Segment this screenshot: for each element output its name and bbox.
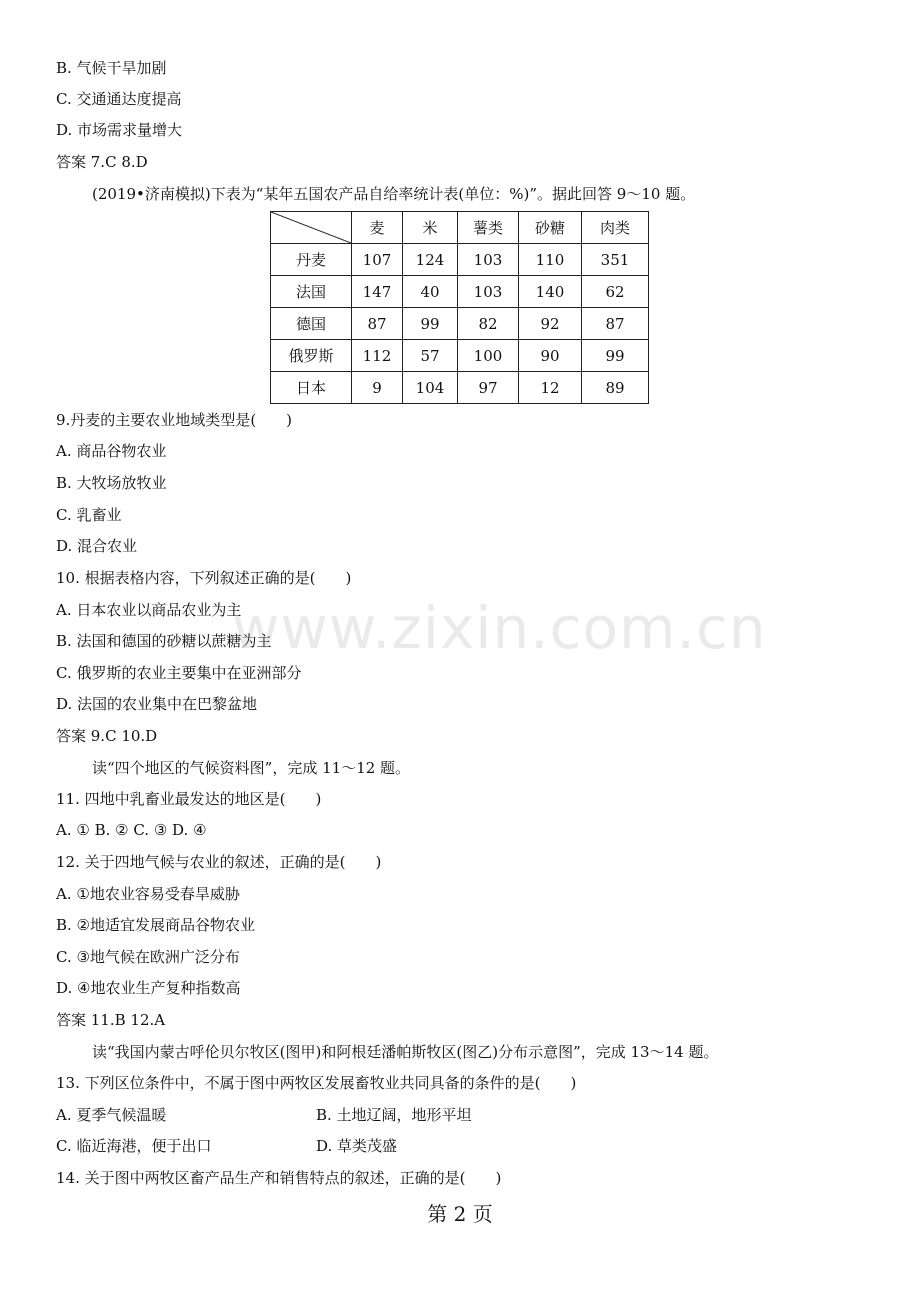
watermark: www.zixin.com.cn — [232, 594, 767, 662]
table-cell: 110 — [519, 244, 582, 276]
q10-option-b: B. 法国和德国的砂糖以蔗糖为主 — [56, 632, 272, 650]
country-cell: 丹麦 — [271, 244, 352, 276]
q12-option-d: D. ④地农业生产复种指数高 — [56, 979, 241, 997]
table-row — [271, 244, 649, 276]
q9-option-d: D. 混合农业 — [56, 537, 138, 555]
q13-option-b: B. 土地辽阔，地形平坦 — [316, 1106, 472, 1124]
table-cell: 99 — [582, 340, 649, 372]
table-header-cell: 肉类 — [582, 212, 649, 244]
table-intro: (2019•济南模拟)下表为“某年五国农产品自给率统计表(单位：%)”。据此回答 9～10 题。 — [92, 185, 696, 203]
country-cell: 法国 — [271, 276, 352, 308]
table-cell: 57 — [403, 340, 458, 372]
table-header-cell: 麦 — [352, 212, 403, 244]
country-cell: 日本 — [271, 372, 352, 404]
answer-7-8: 答案 7.C 8.D — [56, 153, 148, 171]
table-corner-cell — [271, 212, 352, 244]
q9-option-a: A. 商品谷物农业 — [56, 442, 167, 460]
q13-option-d: D. 草类茂盛 — [316, 1137, 398, 1155]
table-cell: 124 — [403, 244, 458, 276]
table-header-row — [271, 212, 649, 244]
q13-option-c: C. 临近海港，便于出口 — [56, 1137, 212, 1155]
table-row — [271, 276, 649, 308]
table-cell: 89 — [582, 372, 649, 404]
table-cell: 103 — [458, 276, 519, 308]
answer-11-12: 答案 11.B 12.A — [56, 1011, 166, 1029]
table-cell: 92 — [519, 308, 582, 340]
table-cell: 99 — [403, 308, 458, 340]
table-cell: 140 — [519, 276, 582, 308]
table-cell: 107 — [352, 244, 403, 276]
table-header-cell: 砂糖 — [519, 212, 582, 244]
q12-option-b: B. ②地适宜发展商品谷物农业 — [56, 916, 256, 934]
table-cell: 87 — [352, 308, 403, 340]
table-row — [271, 372, 649, 404]
table-row — [271, 340, 649, 372]
climate-intro: 读“四个地区的气候资料图”，完成 11～12 题。 — [92, 759, 411, 777]
q10-option-c: C. 俄罗斯的农业主要集中在亚洲部分 — [56, 664, 302, 682]
table-cell: 103 — [458, 244, 519, 276]
table-cell: 90 — [519, 340, 582, 372]
table-cell: 82 — [458, 308, 519, 340]
country-cell: 俄罗斯 — [271, 340, 352, 372]
q13-option-a: A. 夏季气候温暖 — [56, 1106, 167, 1124]
question-11: 11. 四地中乳畜业最发达的地区是( ) — [56, 790, 322, 808]
table-cell: 97 — [458, 372, 519, 404]
table-cell: 12 — [519, 372, 582, 404]
q12-option-c: C. ③地气候在欧洲广泛分布 — [56, 948, 240, 966]
q11-options: A. ① B. ② C. ③ D. ④ — [56, 821, 207, 839]
option-d-text: D. 市场需求量增大 — [56, 121, 183, 139]
question-10: 10. 根据表格内容，下列叙述正确的是( ) — [56, 569, 352, 587]
table-cell: 112 — [352, 340, 403, 372]
q9-option-c: C. 乳畜业 — [56, 506, 122, 524]
question-14: 14. 关于图中两牧区畜产品生产和销售特点的叙述，正确的是( ) — [56, 1169, 502, 1187]
q10-option-a: A. 日本农业以商品农业为主 — [56, 601, 242, 619]
question-13: 13. 下列区位条件中，不属于图中两牧区发展畜牧业共同具备的条件的是( ) — [56, 1074, 577, 1092]
table-header-cell: 薯类 — [458, 212, 519, 244]
page-number: 第 2 页 — [427, 1202, 493, 1226]
q9-option-b: B. 大牧场放牧业 — [56, 474, 167, 492]
table-row — [271, 308, 649, 340]
table-cell: 87 — [582, 308, 649, 340]
answer-9-10: 答案 9.C 10.D — [56, 727, 158, 745]
table-cell: 147 — [352, 276, 403, 308]
table-cell: 351 — [582, 244, 649, 276]
question-12: 12. 关于四地气候与农业的叙述，正确的是( ) — [56, 853, 382, 871]
table-header-cell: 米 — [403, 212, 458, 244]
option-b-text: B. 气候干旱加剧 — [56, 59, 167, 77]
table-cell: 40 — [403, 276, 458, 308]
table-cell: 62 — [582, 276, 649, 308]
pasture-intro: 读“我国内蒙古呼伦贝尔牧区(图甲)和阿根廷潘帕斯牧区(图乙)分布示意图”，完成 13～14 题。 — [92, 1043, 719, 1061]
table-cell: 100 — [458, 340, 519, 372]
table-cell: 104 — [403, 372, 458, 404]
q10-option-d: D. 法国的农业集中在巴黎盆地 — [56, 695, 258, 713]
diagonal-line-icon — [271, 212, 351, 243]
question-9: 9.丹麦的主要农业地域类型是( ) — [56, 411, 293, 429]
option-c-text: C. 交通通达度提高 — [56, 90, 182, 108]
table-cell: 9 — [352, 372, 403, 404]
self-sufficiency-table — [270, 211, 649, 404]
country-cell: 德国 — [271, 308, 352, 340]
q12-option-a: A. ①地农业容易受春旱威胁 — [56, 885, 240, 903]
